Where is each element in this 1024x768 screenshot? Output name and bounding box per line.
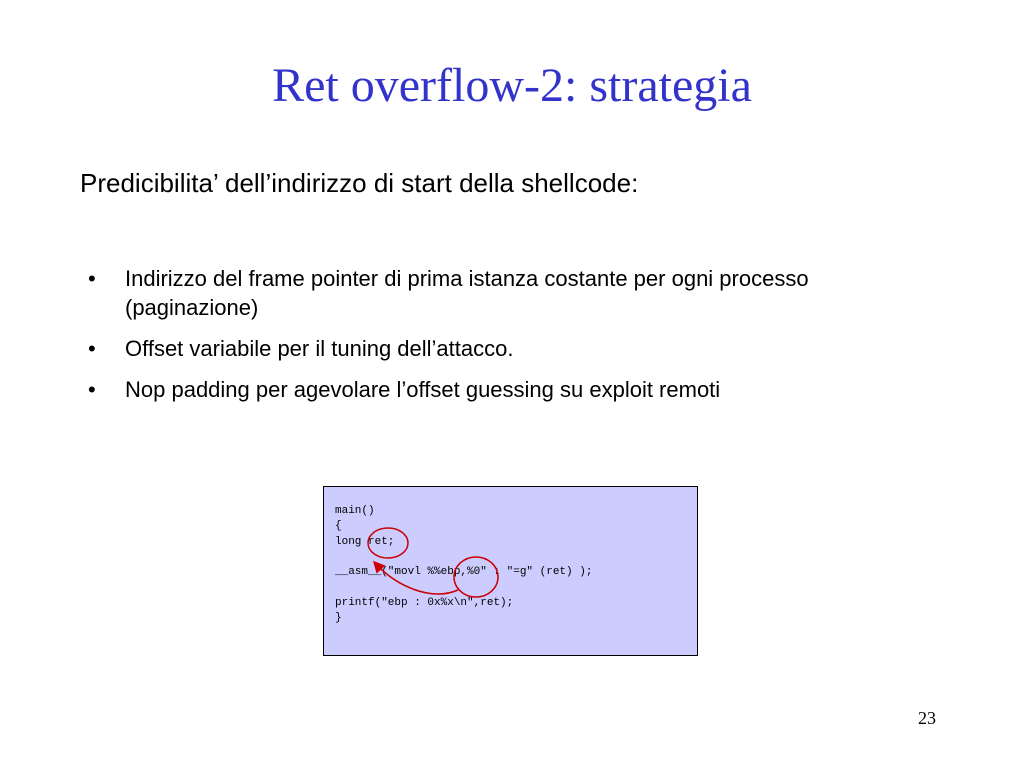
bullet-dot: • xyxy=(88,266,96,291)
page-number: 23 xyxy=(918,708,936,728)
bullet-dot: • xyxy=(88,336,96,361)
bullet-list xyxy=(88,264,908,416)
slide-title: Ret overflow-2: strategia xyxy=(272,59,752,112)
code-snippet-box xyxy=(323,486,698,656)
code-line: } xyxy=(335,612,342,625)
code-line xyxy=(335,580,697,595)
code-line xyxy=(335,550,697,565)
slide-subtitle: Predicibilita’ dell’indirizzo di start della shellcode: xyxy=(80,168,639,198)
bullet-text: Offset variabile per il tuning dell’attacco. xyxy=(125,336,514,361)
code-line: long ret; xyxy=(335,535,395,548)
code-line: __asm__("movl %%ebp,%0" : "=g" (ret) ); xyxy=(335,566,593,579)
code-line: main() xyxy=(335,505,375,517)
code-line: { xyxy=(335,520,342,533)
bullet-text: Nop padding per agevolare l’offset guessing su exploit remoti xyxy=(125,377,721,402)
bullet-item xyxy=(88,375,908,404)
code-line: printf("ebp : 0x%x\n",ret); xyxy=(335,596,514,609)
bullet-dot: • xyxy=(88,377,96,402)
bullet-text: Indirizzo del frame pointer di prima istanza costante per ogni processo (paginazione) xyxy=(125,266,809,320)
bullet-item xyxy=(88,334,908,363)
bullet-item xyxy=(88,264,908,322)
